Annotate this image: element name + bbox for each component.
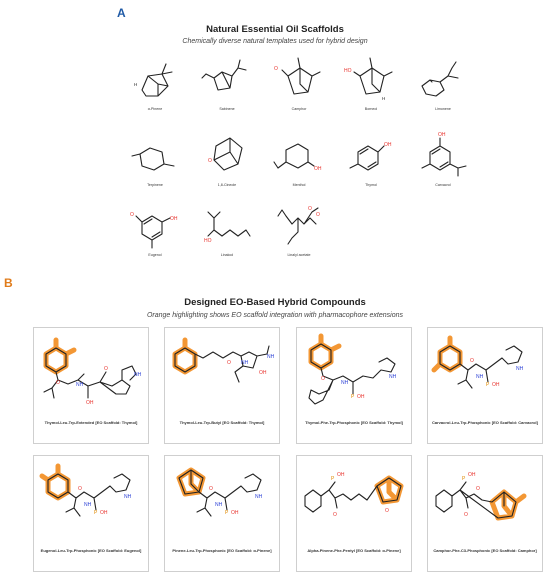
svg-text:OH: OH (86, 400, 94, 406)
svg-text:O: O (321, 376, 325, 382)
hybrid-structure (169, 462, 275, 544)
svg-text:O: O (130, 212, 134, 218)
alpha-pinene-structure (128, 56, 182, 104)
hybrid-label: Eugenol-Leu-Trp-Phosphonic [EO Scaffold: Eugenol] (40, 548, 142, 553)
svg-text:OH: OH (384, 142, 392, 148)
scaffold-label: Thymol (365, 183, 377, 187)
svg-text:OH: OH (259, 370, 267, 376)
scaffold-label: α-Pinene (147, 107, 163, 111)
scaffold-cineole (192, 128, 262, 198)
svg-text:O: O (56, 380, 60, 386)
svg-text:O: O (316, 212, 320, 218)
eugenol-structure (128, 202, 182, 250)
hybrid-label: Pinene-Leu-Trp-Phosphonic [EO Scaffold: α-Pinene] (172, 548, 272, 553)
scaffold-terpinene (120, 128, 190, 198)
svg-text:O: O (476, 486, 480, 492)
svg-text:NH: NH (124, 494, 132, 500)
hybrid-card-1 (33, 327, 149, 444)
linalool-structure (200, 202, 254, 250)
svg-text:NH: NH (84, 502, 92, 508)
scaffold-label: Menthol (292, 183, 306, 187)
panel-b-title: Designed EO-Based Hybrid Compounds (184, 297, 366, 308)
svg-text:NH: NH (134, 372, 142, 378)
scaffold-label: 1,8-Cineole (217, 183, 237, 187)
svg-text:O: O (333, 512, 337, 518)
svg-text:O: O (470, 358, 474, 364)
scaffold-sabinene (192, 52, 262, 122)
scaffold-label: Eugenol (148, 253, 162, 257)
hybrid-structure (169, 334, 275, 416)
scaffold-linalool (192, 198, 262, 268)
borneol-structure (344, 56, 398, 104)
svg-text:P: P (462, 476, 466, 482)
svg-text:O: O (209, 486, 213, 492)
scaffold-carvacrol (408, 128, 478, 198)
svg-text:NH: NH (341, 380, 349, 386)
svg-text:OH: OH (100, 510, 108, 516)
scaffold-borneol (336, 52, 406, 122)
panel-b-letter: B (4, 276, 13, 290)
panel-a-letter: A (117, 6, 126, 20)
svg-text:NH: NH (389, 374, 397, 380)
svg-text:HO: HO (204, 238, 212, 244)
camphor-structure (272, 56, 326, 104)
cineole-structure (200, 132, 254, 180)
svg-text:O: O (385, 508, 389, 514)
linalyl-acetate-structure (272, 202, 326, 250)
scaffold-label: Terpinene (147, 183, 163, 187)
scaffold-linalyl-acetate (264, 198, 334, 268)
svg-text:NH: NH (267, 354, 275, 360)
hybrid-card-2 (164, 327, 280, 444)
svg-text:P: P (486, 382, 490, 388)
svg-text:NH: NH (241, 360, 249, 366)
limonene-structure (416, 56, 470, 104)
hybrid-structure (38, 334, 144, 416)
hybrid-label: Thymol-Phe-Trp-Phosphonic [EO Scaffold: Thymol] (305, 420, 403, 425)
svg-text:OH: OH (231, 510, 239, 516)
svg-text:P: P (225, 510, 229, 516)
carvacrol-structure (416, 132, 470, 180)
svg-text:OH: OH (314, 166, 322, 172)
svg-text:NH: NH (76, 382, 84, 388)
svg-text:O: O (227, 360, 231, 366)
svg-text:O: O (308, 206, 312, 212)
thymol-structure (344, 132, 398, 180)
hybrid-structure (301, 462, 407, 544)
svg-text:OH: OH (337, 472, 345, 478)
hybrid-card-3 (296, 327, 412, 444)
hybrid-card-5 (33, 455, 149, 572)
svg-text:O: O (78, 486, 82, 492)
hybrid-card-7 (296, 455, 412, 572)
svg-text:P: P (94, 510, 98, 516)
hybrid-structure (301, 334, 407, 416)
scaffold-label: Limonene (435, 107, 451, 111)
svg-text:OH: OH (170, 216, 178, 222)
svg-text:O: O (208, 158, 212, 164)
svg-text:O: O (104, 366, 108, 372)
svg-text:H: H (134, 82, 138, 87)
scaffold-thymol (336, 128, 406, 198)
svg-text:NH: NH (516, 366, 524, 372)
panel-a-subtitle: Chemically diverse natural templates used for hybrid design (182, 38, 368, 45)
svg-text:O: O (274, 66, 278, 72)
scaffold-eugenol (120, 198, 190, 268)
svg-text:P: P (331, 476, 335, 482)
scaffold-label: Borneol (364, 107, 378, 111)
hybrid-structure (432, 462, 538, 544)
svg-text:O: O (464, 512, 468, 518)
hybrid-label: Carvacrol-Leu-Trp-Phosphonic [EO Scaffold: Carvacrol] (431, 420, 539, 425)
scaffold-menthol (264, 128, 334, 198)
svg-text:NH: NH (255, 494, 263, 500)
hybrid-label: Alpha-Pinene-Phe-Pentyl [EO Scaffold: α-Pinene] (307, 548, 401, 553)
scaffold-label: Camphor (291, 107, 307, 111)
scaffold-label: Sabinene (219, 107, 235, 111)
panel-a-title: Natural Essential Oil Scaffolds (206, 24, 344, 35)
scaffold-camphor (264, 52, 334, 122)
svg-text:H: H (382, 96, 386, 101)
svg-text:OH: OH (468, 472, 476, 478)
scaffold-limonene (408, 52, 478, 122)
svg-text:NH: NH (215, 502, 223, 508)
terpinene-structure (128, 132, 182, 180)
hybrid-label: Thymol-Leu-Trp-Extended [EO Scaffold: Thymol] (44, 420, 138, 425)
sabinene-structure (200, 56, 254, 104)
svg-text:OH: OH (438, 132, 446, 138)
svg-text:NH: NH (476, 374, 484, 380)
hybrid-card-8 (427, 455, 543, 572)
menthol-structure (272, 132, 326, 180)
svg-text:P: P (351, 394, 355, 400)
scaffold-alpha-pinene (120, 52, 190, 122)
hybrid-label: Thymol-Leu-Trp-Butyl [EO Scaffold: Thymol] (179, 420, 265, 425)
scaffold-label: Linalyl acetate (287, 253, 311, 257)
panel-b-subtitle: Orange highlighting shows EO scaffold integration with pharmacophore extensions (146, 312, 404, 319)
scaffold-label: Carvacrol (435, 183, 451, 187)
hybrid-structure (432, 334, 538, 416)
scaffold-label: Linalool (220, 253, 234, 257)
hybrid-card-4 (427, 327, 543, 444)
hybrid-structure (38, 462, 144, 544)
hybrid-card-6 (164, 455, 280, 572)
hybrid-label: Camphor-Phe-C3-Phosphonic [EO Scaffold: Camphor] (433, 548, 537, 553)
svg-text:OH: OH (492, 382, 500, 388)
svg-text:OH: OH (357, 394, 365, 400)
svg-text:HO: HO (344, 68, 352, 74)
